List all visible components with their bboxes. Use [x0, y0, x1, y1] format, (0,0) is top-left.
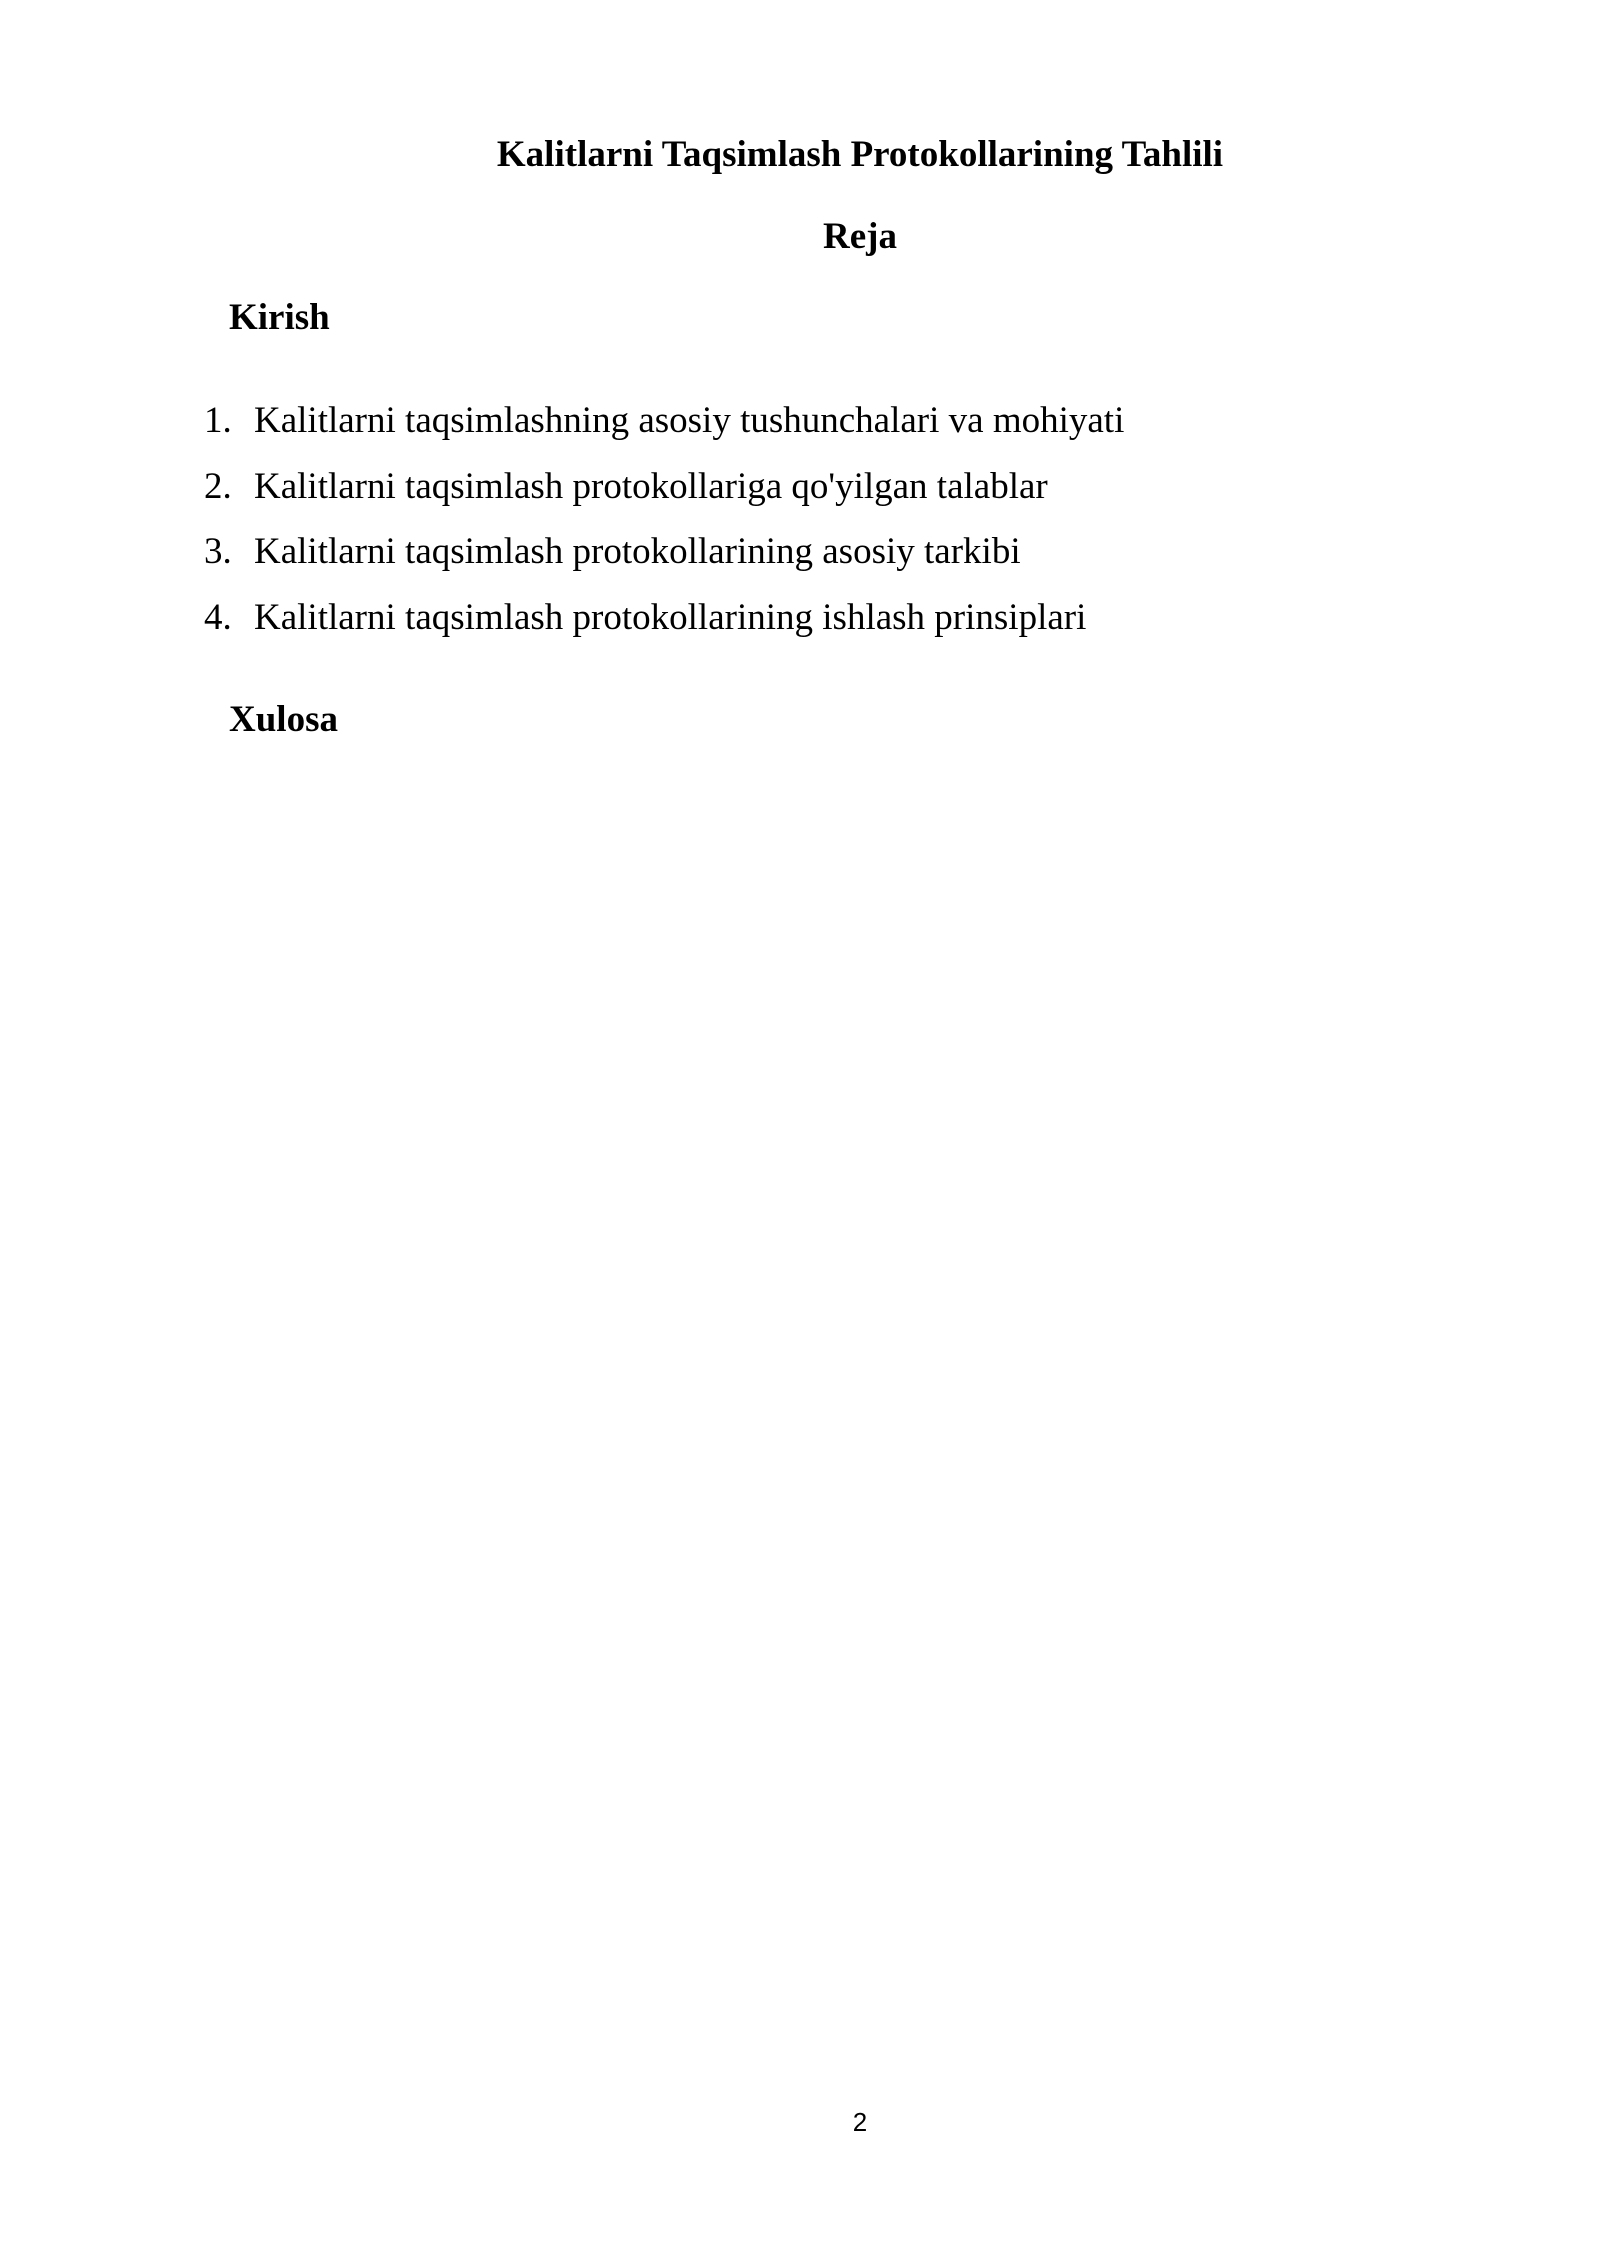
plan-item-number: 3.	[204, 531, 232, 572]
intro-heading: Kirish	[229, 297, 330, 338]
plan-item	[0, 527, 1600, 593]
page-number: 2	[852, 2107, 868, 2137]
plan-item-text: Kalitlarni taqsimlash protokollariga qo'yilgan talablar	[254, 465, 1048, 507]
plan-item	[0, 396, 1600, 462]
plan-item-number: 1.	[204, 400, 232, 441]
plan-item-number: 2.	[204, 465, 232, 507]
plan-item-number: 4.	[204, 596, 232, 638]
conclusion-heading: Xulosa	[229, 699, 338, 740]
plan-item-text: Kalitlarni taqsimlash protokollarining ishlash prinsiplari	[254, 596, 1087, 638]
plan-item-text: Kalitlarni taqsimlashning asosiy tushunchalari va mohiyati	[254, 400, 1125, 441]
plan-heading: Reja	[823, 216, 897, 257]
plan-item-text: Kalitlarni taqsimlash protokollarining asosiy tarkibi	[254, 531, 1021, 572]
plan-item	[0, 462, 1600, 528]
plan-list	[0, 396, 1600, 658]
plan-item	[0, 593, 1600, 659]
document-title: Kalitlarni Taqsimlash Protokollarining Tahlili	[496, 134, 1224, 175]
